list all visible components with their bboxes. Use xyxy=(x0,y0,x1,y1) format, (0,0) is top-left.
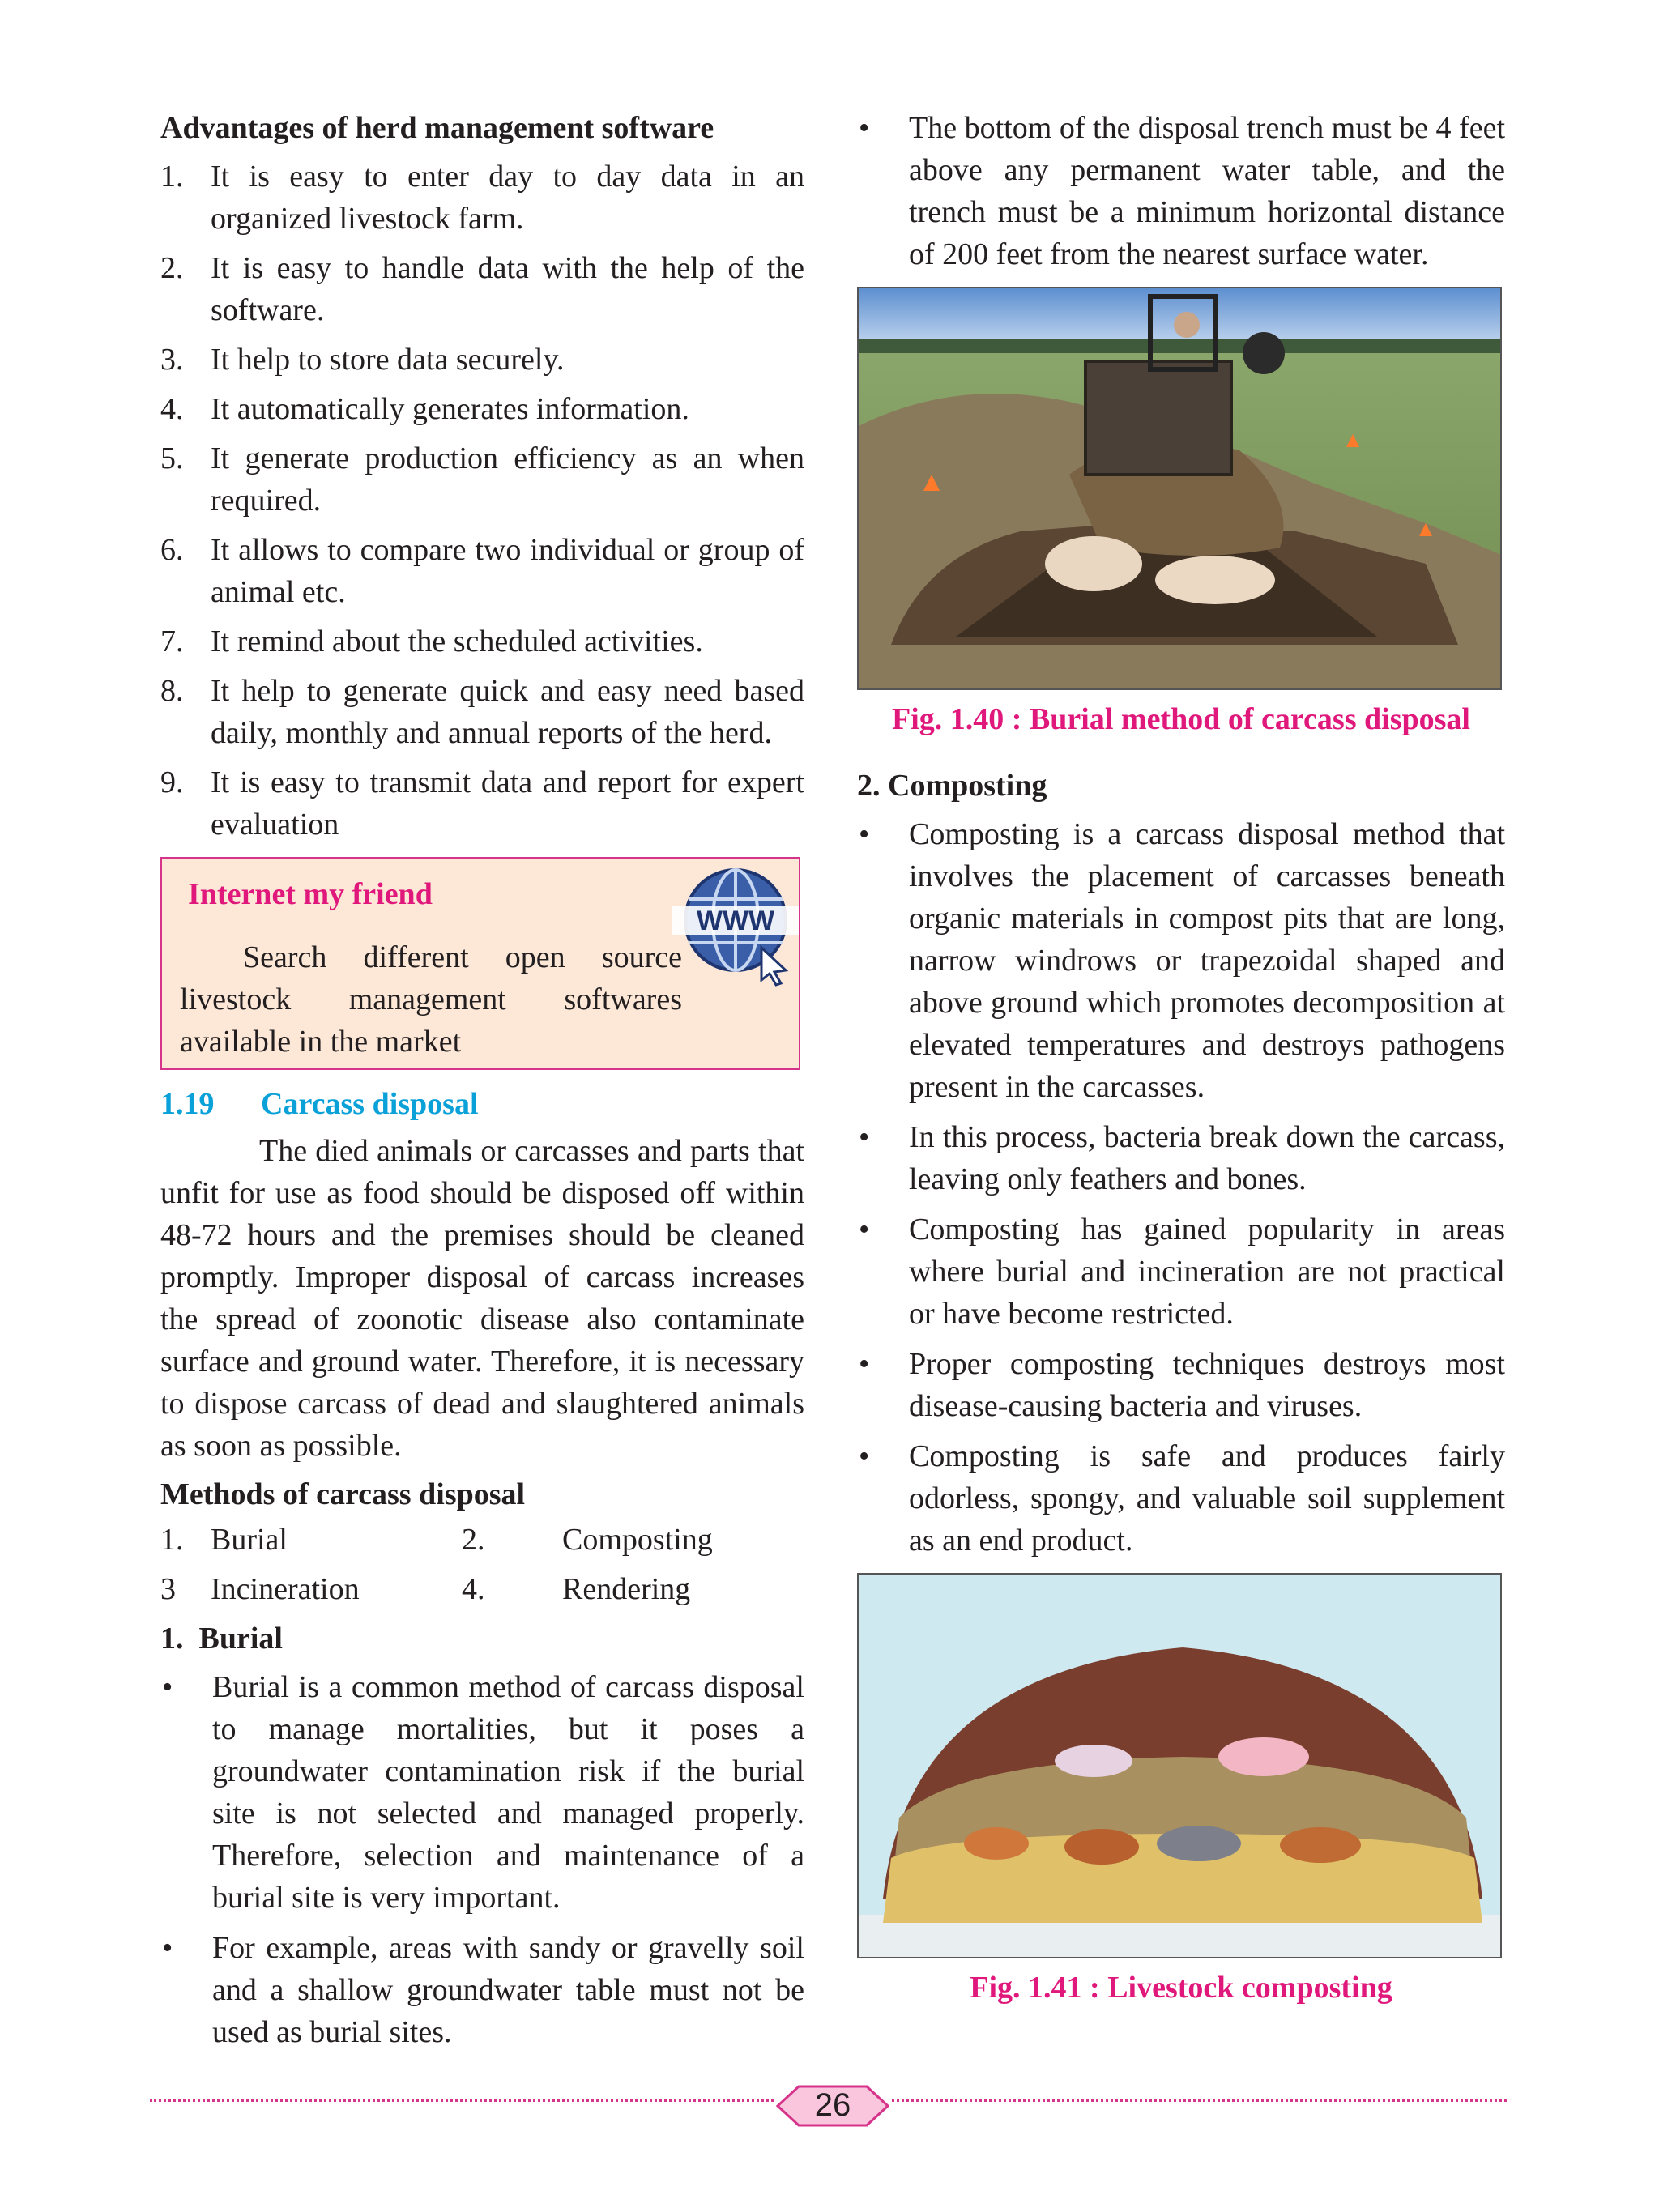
list-item-text: It is easy to transmit data and report for expert evaluation xyxy=(211,765,804,842)
list-item-text: For example, areas with sandy or gravelly soil and a shallow groundwater table must not be used as burial sites. xyxy=(212,1931,804,2049)
list-item xyxy=(160,388,804,430)
methods-list xyxy=(160,1519,804,1617)
compost-pile-illustration xyxy=(859,1575,1502,1958)
burial-bullets xyxy=(160,1666,804,2053)
bullet: • xyxy=(859,817,870,851)
list-number: 8. xyxy=(160,674,184,708)
list-number: 5. xyxy=(160,441,184,475)
list-item-text: Composting is safe and produces fairly odorless, spongy, and valuable soil supplement as an end product. xyxy=(909,1439,1505,1558)
list-item-text: It is easy to handle data with the help of the software. xyxy=(211,251,804,327)
list-item-text: It help to store data securely. xyxy=(211,343,565,377)
figure-composting-illustration xyxy=(857,1573,1502,1958)
burial-heading: 1. Burial xyxy=(160,1622,283,1656)
globe-label: WWW xyxy=(696,906,775,936)
bullet: • xyxy=(162,1931,173,1965)
list-item-text: In this process, bacteria break down the carcass, leaving only feathers and bones. xyxy=(909,1120,1505,1196)
bullet: • xyxy=(859,1120,870,1154)
list-number: 3. xyxy=(160,343,184,377)
list-item xyxy=(857,1116,1505,1200)
figure-caption: Fig. 1.40 : Burial method of carcass disposal xyxy=(892,702,1470,736)
list-item-text: It automatically generates information. xyxy=(211,392,689,426)
page-footer xyxy=(150,2085,1507,2123)
figure-caption: Fig. 1.41 : Livestock composting xyxy=(970,1971,1392,2005)
list-item xyxy=(160,247,804,331)
internet-my-friend-box xyxy=(160,857,800,1070)
left-column xyxy=(160,107,804,2061)
method-label: Burial xyxy=(211,1523,288,1557)
list-item-text: It remind about the scheduled activities. xyxy=(211,624,703,658)
list-item xyxy=(857,1343,1505,1427)
list-item-text: Composting has gained popularity in areas where burial and incineration are not practical or have become restricted. xyxy=(909,1213,1505,1331)
list-number: 6. xyxy=(160,533,184,567)
list-item-text: It generate production efficiency as an when required. xyxy=(211,441,804,518)
bullet: • xyxy=(859,1347,870,1381)
list-item xyxy=(160,529,804,613)
list-item-text: It allows to compare two individual or group of animal etc. xyxy=(211,533,804,609)
method-label: Composting xyxy=(562,1523,713,1557)
list-item xyxy=(160,437,804,522)
bullet: • xyxy=(859,111,870,145)
list-item xyxy=(857,1208,1505,1335)
list-item-text: Burial is a common method of carcass disposal to manage mortalities, but it poses a groundwater contamination risk if the burial site is not selected and managed properly. Therefore, selection and maintenance of a burial site is very important. xyxy=(212,1670,804,1915)
list-item xyxy=(160,1666,804,1919)
method-number: 4. xyxy=(462,1572,485,1606)
composting-heading: 2. Composting xyxy=(857,769,1047,803)
list-item-text: Proper composting techniques destroys most disease-causing bacteria and viruses. xyxy=(909,1347,1505,1423)
box-title: Internet my friend xyxy=(188,877,433,911)
method-label: Rendering xyxy=(562,1572,691,1606)
page-number-badge xyxy=(776,2085,889,2127)
www-globe-icon xyxy=(671,857,800,987)
list-item xyxy=(160,156,804,240)
list-item xyxy=(857,1435,1505,1562)
list-item xyxy=(160,620,804,663)
method-number: 3 xyxy=(160,1572,176,1606)
burial-trench-illustration xyxy=(859,288,1502,690)
list-item-text: The bottom of the disposal trench must be 4 feet above any permanent water table, and the trench must be a minimum horizontal distance of 200 feet from the nearest surface water. xyxy=(909,111,1505,271)
method-number: 2. xyxy=(462,1523,485,1557)
method-label: Incineration xyxy=(211,1572,360,1606)
figure-burial-photo xyxy=(857,287,1502,690)
list-number: 4. xyxy=(160,392,184,426)
list-item-text: It is easy to enter day to day data in an organized livestock farm. xyxy=(211,160,804,236)
methods-heading: Methods of carcass disposal xyxy=(160,1477,526,1511)
list-number: 7. xyxy=(160,624,184,658)
box-body: Search different open source livestock management softwares available in the market xyxy=(180,940,682,1059)
method-number: 1. xyxy=(160,1523,184,1557)
right-column xyxy=(857,107,1505,2009)
footer-rule-left xyxy=(150,2099,774,2102)
list-item xyxy=(160,1927,804,2053)
page-number: 26 xyxy=(814,2087,851,2123)
section-heading xyxy=(160,1083,804,1125)
advantages-list xyxy=(160,156,804,846)
list-number: 2. xyxy=(160,251,184,285)
section-title: Carcass disposal xyxy=(261,1087,479,1121)
list-item xyxy=(160,670,804,754)
list-item xyxy=(857,107,1505,275)
list-item xyxy=(160,761,804,846)
bullet: • xyxy=(859,1439,870,1473)
advantages-heading: Advantages of herd management software xyxy=(160,111,714,145)
list-number: 9. xyxy=(160,765,184,799)
list-item xyxy=(160,339,804,381)
section-number: 1.19 xyxy=(160,1087,215,1121)
footer-rule-right xyxy=(892,2099,1507,2102)
list-item-text: It help to generate quick and easy need based daily, monthly and annual reports of the herd. xyxy=(211,674,804,750)
bullet: • xyxy=(162,1670,173,1704)
list-item-text: Composting is a carcass disposal method that involves the placement of carcasses beneath organic materials in compost pits that are long, narrow windrows or trapezoidal shaped and above ground which promotes decomposition at elevated temperatures and destroys pathogens present in the carcasses. xyxy=(909,817,1505,1104)
section-paragraph: The died animals or carcasses and parts that unfit for use as food should be disposed off within 48-72 hours and the premises should be cleaned promptly. Improper disposal of carcass increases the spread of zoonotic disease also contaminate surface and ground water. Therefore, it is necessary to dispose carcass of dead and slaughtered animals as soon as possible. xyxy=(160,1134,804,1463)
list-number: 1. xyxy=(160,160,184,194)
bullet: • xyxy=(859,1213,870,1247)
composting-bullets xyxy=(857,813,1505,1562)
list-item xyxy=(857,813,1505,1108)
